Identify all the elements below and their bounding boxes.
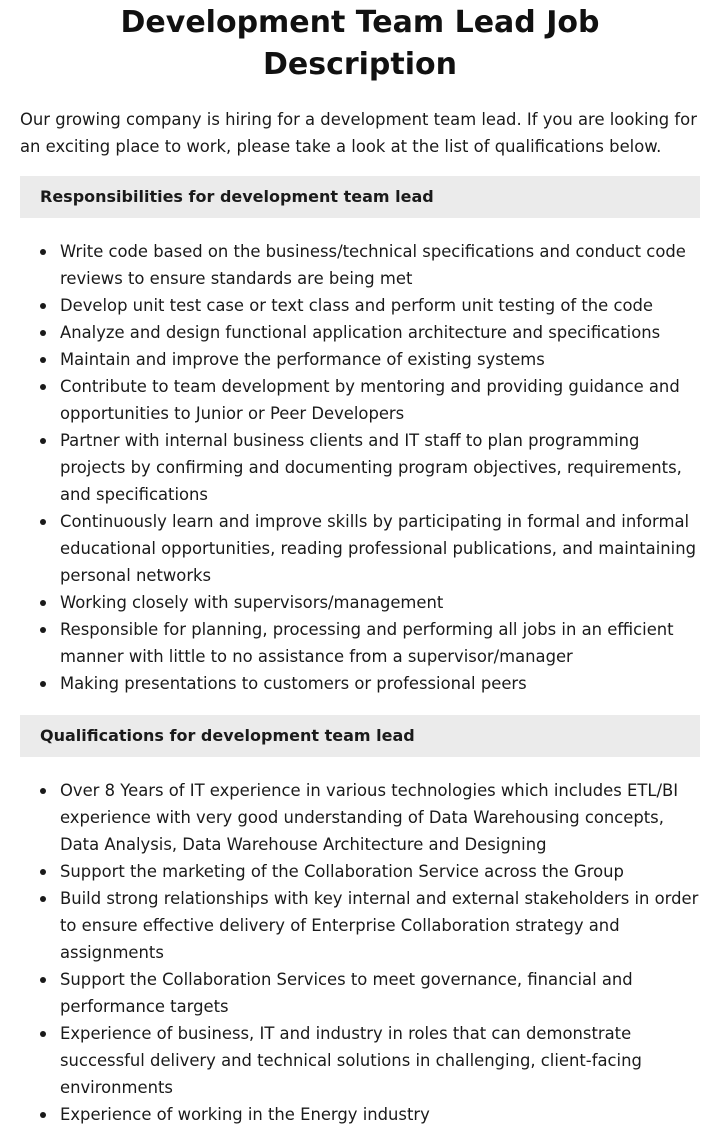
list-item: Experience of working in the Energy industry [20,1101,700,1128]
list-item: Contribute to team development by mentoring and providing guidance and opportunities to Junior or Peer Developers [20,373,700,427]
list-item: Maintain and improve the performance of existing systems [20,346,700,373]
qualifications-heading: Qualifications for development team lead [20,715,700,757]
list-item: Partner with internal business clients and IT staff to plan programming projects by confirming and documenting program objectives, requirements, and specifications [20,427,700,508]
list-item: Support the marketing of the Collaboration Service across the Group [20,858,700,885]
list-item: Making presentations to customers or professional peers [20,670,700,697]
list-item: Build strong relationships with key internal and external stakeholders in order to ensure effective delivery of Enterprise Collaboration strategy and assignments [20,885,700,966]
responsibilities-heading: Responsibilities for development team lead [20,176,700,218]
intro-paragraph: Our growing company is hiring for a development team lead. If you are looking for an exciting place to work, please take a look at the list of qualifications below. [20,110,697,156]
list-item: Continuously learn and improve skills by participating in formal and informal educational opportunities, reading professional publications, and maintaining personal networks [20,508,700,589]
list-item: Analyze and design functional application architecture and specifications [20,319,700,346]
list-item: Over 8 Years of IT experience in various technologies which includes ETL/BI experience with very good understanding of Data Warehousing concepts, Data Analysis, Data Warehouse Architecture and Designing [20,777,700,858]
list-item: Write code based on the business/technical specifications and conduct code reviews to ensure standards are being met [20,238,700,292]
responsibilities-list [20,238,700,697]
page-title: Development Team Lead Job Description [120,5,600,82]
list-item: Working closely with supervisors/management [20,589,700,616]
list-item: Experience of business, IT and industry in roles that can demonstrate successful delivery and technical solutions in challenging, client-facing environments [20,1020,700,1101]
list-item: Support the Collaboration Services to meet governance, financial and performance targets [20,966,700,1020]
list-item: Develop unit test case or text class and perform unit testing of the code [20,292,700,319]
list-item: Responsible for planning, processing and performing all jobs in an efficient manner with little to no assistance from a supervisor/manager [20,616,700,670]
qualifications-list [20,777,700,1128]
